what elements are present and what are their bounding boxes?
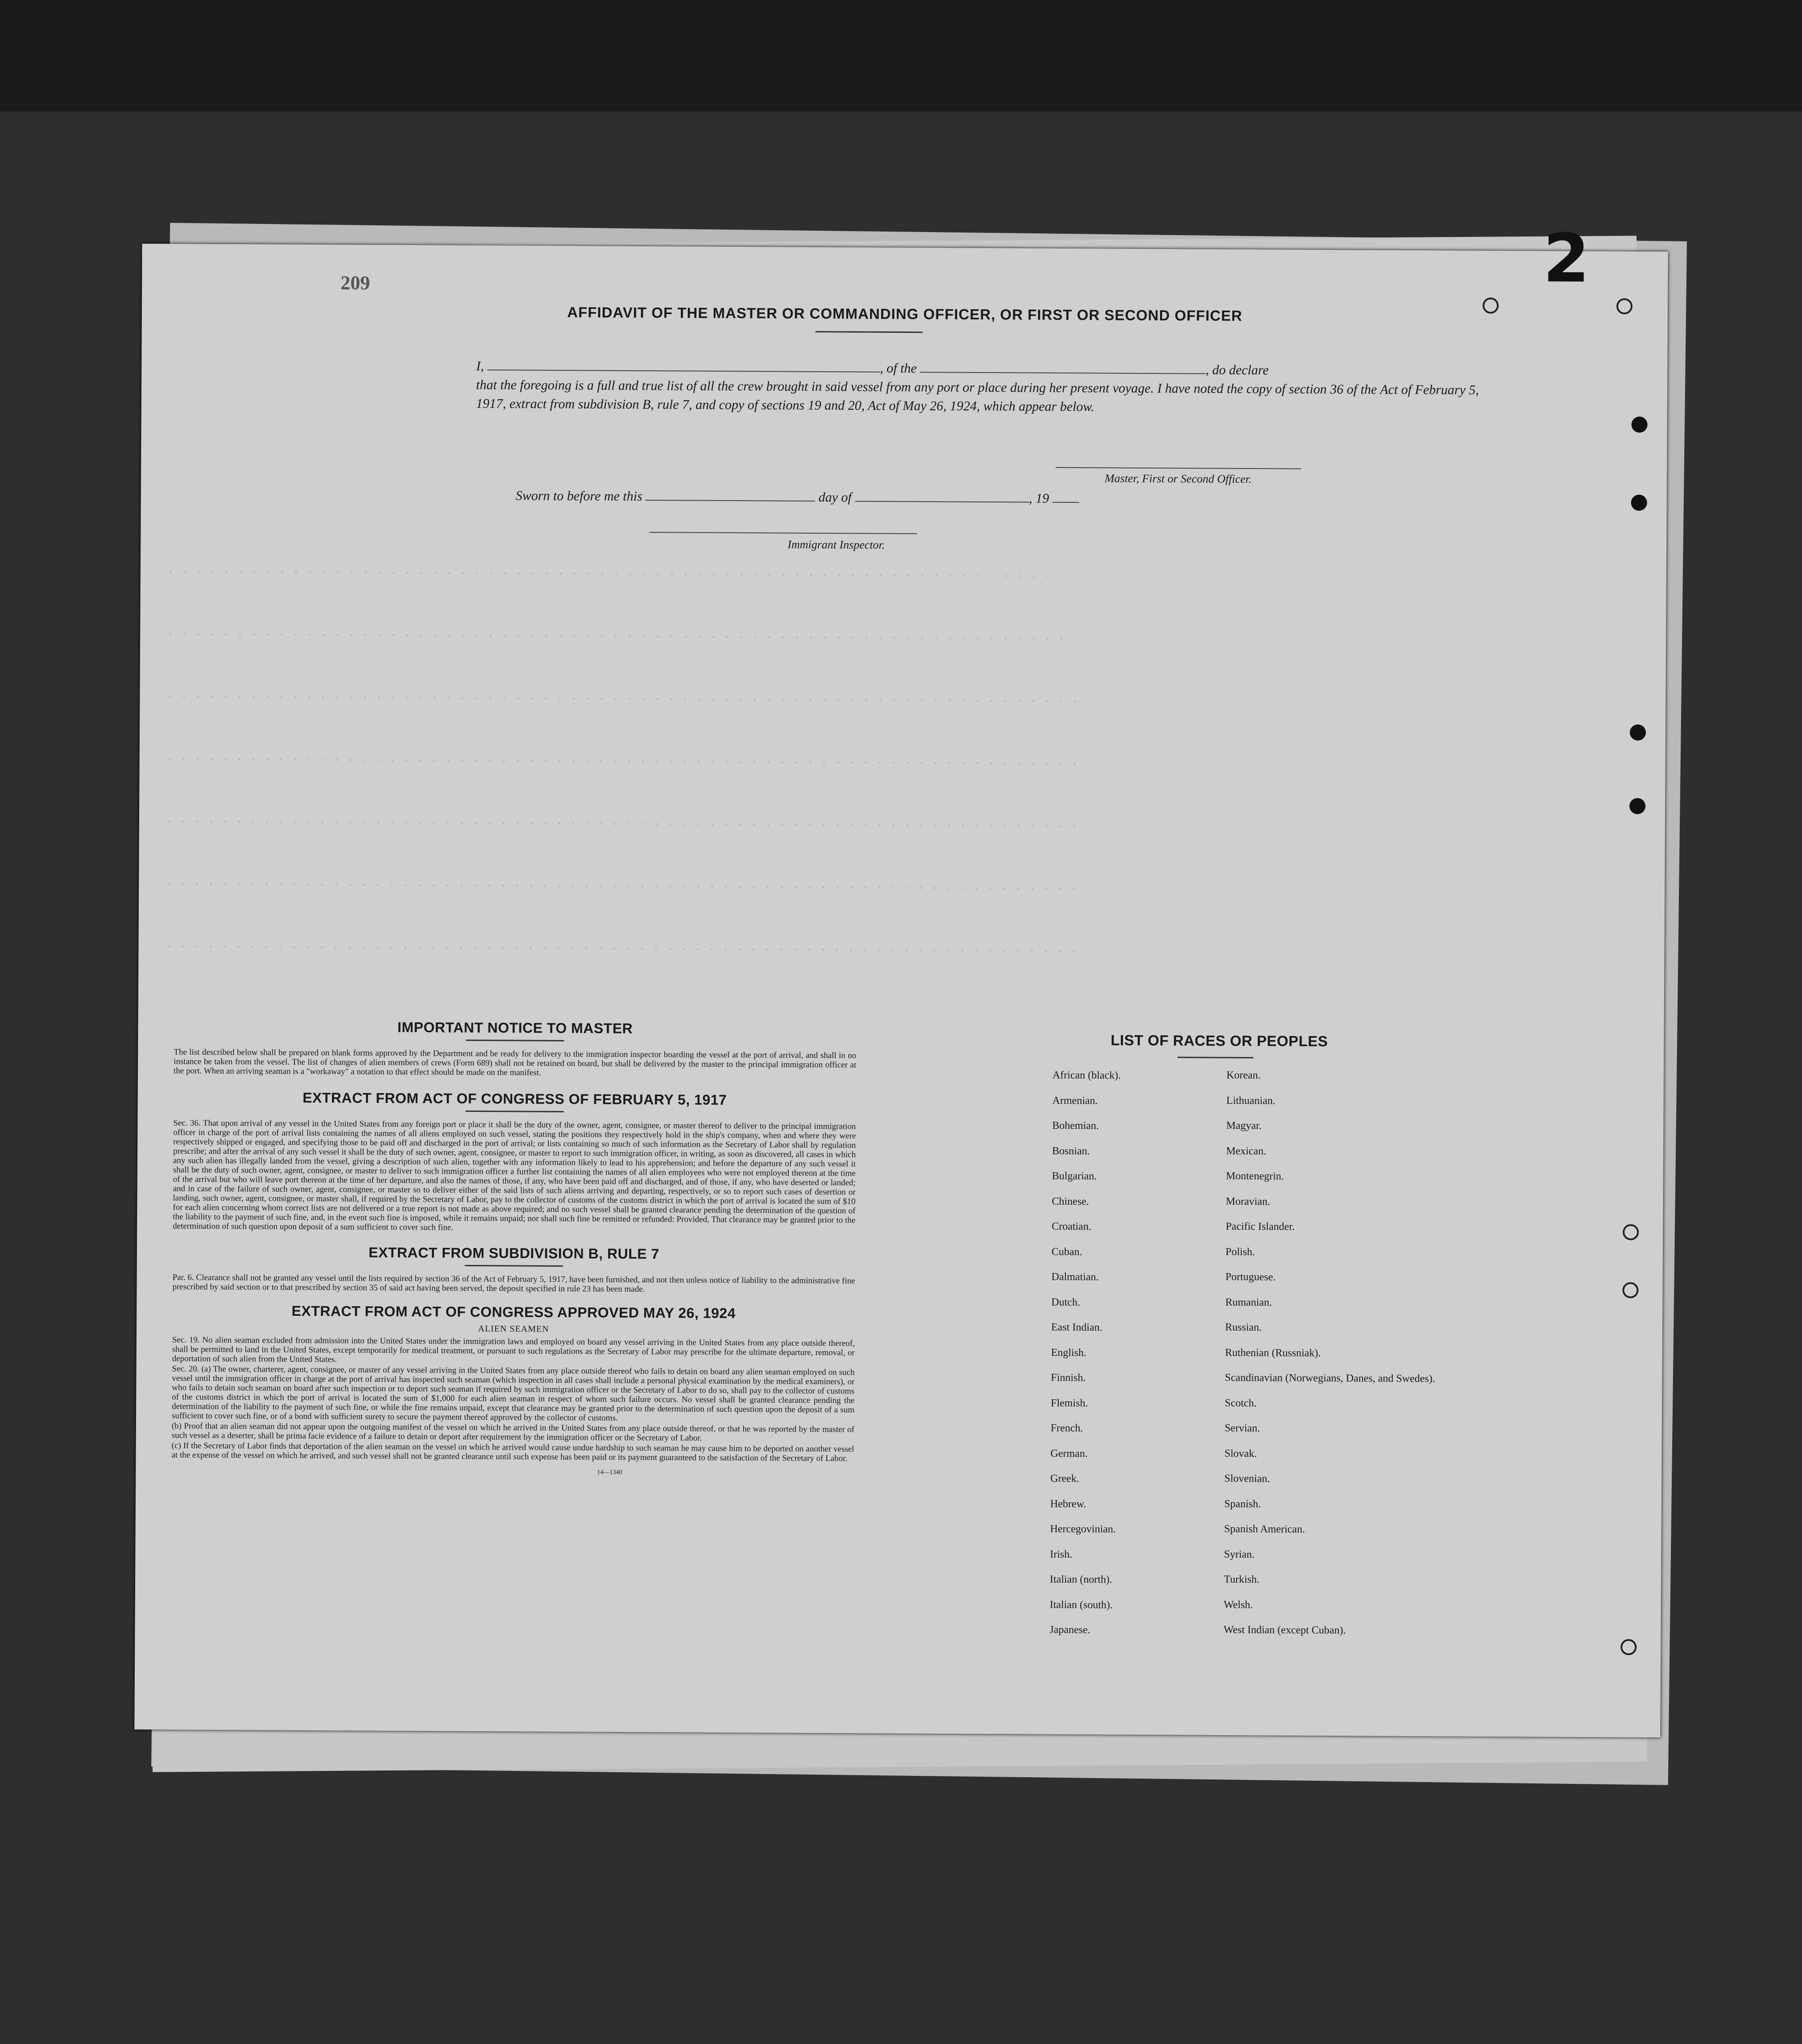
race-row [1052,1095,1498,1122]
race-row [1051,1296,1497,1324]
race-left: Japanese. [1049,1624,1090,1636]
race-row [1052,1246,1498,1273]
legal-extracts [171,1018,856,1477]
manifest-sheet [134,220,1668,1737]
inspector-signature-line[interactable] [649,532,917,534]
race-left: Irish. [1050,1548,1073,1560]
race-right: Ruthenian (Russniak). [1225,1347,1321,1359]
act-1924-sec20a: Sec. 20. (a) The owner, charterer, agent, consignee, or master of any vessel arriving in the United States from any place outside thereof who fails to detain on board any alien seaman employed on such vessel until the immigration officer in charge at the port of arrival has inspected such seaman (which inspection in all cases shall include a personal physical examination by the medical examiners), or who fails to detain such seaman on board after such inspection or to deport such seaman if required by such immigration officer or the Secretary of Labor to do so, shall pay to the collector of customs of the customs district in which the port of arrival is located the sum of $1,000 for each alien seaman in respect of whom such failure occurs. No vessel shall be granted clearance pending the determination of the liability to the payment of such fine, or while the fine remains unpaid, except that clearance may be granted prior to the determination of such question upon the deposit of a sum sufficient to cover such fine, or of a bond with sufficient surety to secure the payment thereof approved by the collector of customs. [171,1364,855,1423]
act-1924-title: EXTRACT FROM ACT OF CONGRESS APPROVED MAY 26, 1924 [291,1302,736,1322]
race-left: Cuban. [1051,1246,1082,1258]
race-left: Chinese. [1052,1195,1089,1207]
race-right: Lithuanian. [1226,1095,1276,1107]
race-row [1052,1195,1498,1223]
section-rule [465,1265,563,1267]
punch-hole-ring [1620,1639,1636,1655]
race-left: Italian (north). [1050,1573,1113,1586]
race-left: Bohemian. [1052,1119,1099,1132]
bleed-through-text: · · · · · · · · · · · · · · · · · · · · · · · · · · · · · · · · · · · · · · · · · · · · · · · · · · · · · · · · · · · · · · · · · · [165,940,1077,958]
race-row [1049,1624,1495,1652]
page-number: 209 [340,272,370,294]
race-right: Polish. [1225,1246,1255,1258]
bleed-through-text: · · · · · · · · · · · · · · · · · · · · · · · · · · · · · · · · · · · · · · · · · · · · · · · · · · · · · · · · · · · · · · · · · · [166,815,1078,833]
race-row [1052,1070,1499,1097]
signature-line[interactable] [1056,467,1301,469]
punch-hole-ring [1616,298,1632,314]
year-blank[interactable] [1052,489,1079,503]
race-left: Croatian. [1052,1220,1091,1233]
section-rule [466,1111,564,1112]
race-row [1052,1221,1498,1248]
rule-7-title: EXTRACT FROM SUBDIVISION B, RULE 7 [368,1244,659,1262]
notice-title: IMPORTANT NOTICE TO MASTER [397,1019,633,1037]
race-left: African (black). [1052,1069,1121,1082]
race-right: Spanish. [1224,1498,1261,1510]
race-row [1052,1145,1498,1173]
section-rule [1177,1057,1253,1058]
race-left: Finnish. [1051,1372,1086,1384]
race-row [1052,1170,1498,1198]
race-row [1050,1473,1496,1501]
race-right: Servian. [1224,1422,1260,1435]
act-1924-sec20b: (b) Proof that an alien seaman did not appear upon the outgoing manifest of the vessel on which he arrived in the United States from any place outside thereof, or that he was reported by the master of such vessel as a deserter, shall be prima facie evidence of a failure to detain or deport after requirement by the immigration officer or the Secretary of Labor. [171,1421,854,1443]
name-blank[interactable] [487,357,880,373]
race-right: Montenegrin. [1226,1170,1284,1182]
race-right: Portuguese. [1225,1271,1276,1283]
bleed-through-text: · · · · · · · · · · · · · · · · · · · · · · · · · · · · · · · · · · · · · · · · · · · · · · · · · · · · · · · · · · · · · · · · [167,565,1052,583]
race-row [1051,1322,1497,1349]
race-right: Pacific Islander. [1226,1220,1295,1233]
race-row [1050,1574,1496,1601]
bleed-through-text: · · · · · · · · · · · · · · · · · · · · · · · · · · · · · · · · · · · · · · · · · · · · · · · · · · · · · · · · · · · · · · · · · · [166,752,1078,771]
race-left: East Indian. [1051,1321,1102,1334]
race-left: Armenian. [1052,1095,1098,1107]
races-list [1049,1070,1499,1652]
race-row [1051,1397,1497,1425]
act-1917-text: Sec. 36. That upon arrival of any vessel in the United States from any foreign port or place it shall be the duty of the owner, agent, consignee, or master thereof to deliver to the principal immigration officer in charge of the port of arrival lists containing the names of all aliens employed on such vessel, stating the positions they respectively hold in the ship's company, when and where they were respectively shipped or engaged, and specifying those to be paid off and discharged in the port of arrival; or lists containing so much of such information as the Secretary of Labor shall by regulation prescribe; and after the arrival of any such vessel it shall be the duty of such owner, agent, consignee, or master to report to such immigration officer, in writing, as soon as discovered, all cases in which any such alien has illegally landed from the vessel, giving a description of such alien, together with any information likely to lead to his apprehension; and before the departure of any such vessel it shall be the duty of such owner, agent, consignee, or master to deliver to such immigration officer a further list containing the names of all alien employees who were not employed thereon at the time of the arrival but who will leave port thereon at the time of her departure, and also the names of those, if any, who have been paid off and discharged, and of those, if any, who have deserted or landed; and in case of the failure of such owner, agent, consignee, or master so to deliver either of the said lists of such aliens arriving and departing, respectively, or so to report such cases of desertion or landing, such owner, agent, consignee, or master shall, if required by the Secretary of Labor, pay to the collector of customs of the customs district in which the port of arrival is located the sum of $10 for each alien concerning whom correct lists are not delivered or a true report is not made as above required; and no such vessel shall be granted clearance pending the determination of the question of the liability to the payment of such fine, and, in the event such fine is imposed, while it remains unpaid; nor shall such fine be remitted or refunded: Provided, That clearance may be granted prior to the determination of such question upon deposit of a sum sufficient to cover such fine. [173,1118,856,1232]
race-right: Rumanian. [1225,1296,1272,1308]
race-right: Slovak. [1224,1447,1257,1459]
race-row [1051,1372,1497,1400]
form-number: 14—1340 [597,1469,622,1476]
race-left: Bosnian. [1052,1145,1090,1157]
race-right: Russian. [1225,1321,1262,1334]
punch-hole [1631,495,1647,511]
punch-hole-ring [1622,1282,1638,1298]
race-row [1051,1422,1497,1450]
punch-hole [1630,725,1646,741]
section-rule [466,1040,564,1041]
vessel-blank[interactable] [920,359,1205,374]
race-right: Turkish. [1224,1573,1259,1586]
race-right: Scandinavian (Norwegians, Danes, and Swedes). [1225,1372,1435,1385]
race-left: Dutch. [1051,1296,1081,1308]
bleed-through-text: · · · · · · · · · · · · · · · · · · · · · · · · · · · · · · · · · · · · · · · · · · · · · · · · · · · · · · · · · · · · · · · · · [167,627,1065,646]
affidavit-title: AFFIDAVIT OF THE MASTER OR COMMANDING OFFICER, OR FIRST OR SECOND OFFICER [567,304,1243,324]
race-right: Scotch. [1225,1397,1257,1409]
signature-label: Master, First or Second Officer. [1104,472,1252,486]
race-left: Hebrew. [1050,1498,1086,1510]
race-row [1050,1523,1496,1551]
day-blank[interactable] [646,487,815,502]
race-right: Welsh. [1223,1599,1253,1611]
title-rule [816,331,923,333]
race-right: Magyar. [1226,1119,1262,1132]
punch-hole [1629,798,1645,814]
race-left: Flemish. [1051,1397,1088,1409]
act-1917-title: EXTRACT FROM ACT OF CONGRESS OF FEBRUARY 5, 1917 [302,1089,727,1108]
sworn-line: Sworn to before me this day of , 19 [516,486,1079,506]
affidavit-i: I, [476,358,484,374]
bleed-through-text: · · · · · · · · · · · · · · · · · · · · · · · · · · · · · · · · · · · · · · · · · · · · · · · · · · · · · · · · · · · · · · · · · · [166,877,1078,896]
race-row [1052,1120,1498,1148]
corner-number: 2 [1543,220,1590,298]
race-left: Hercegovinian. [1050,1523,1116,1535]
act-1924-sec19: Sec. 19. No alien seaman excluded from admission into the United States under the immigration laws and employed on board any vessel arriving in the United States from any place outside thereof, shall be permitted to land in the United States, except temporarily for medical treatment, or pursuant to such regulations as the Secretary of Labor may prescribe for the ultimate departure, removal, or deportation of such alien from the United States. [172,1335,855,1364]
race-left: Bulgarian. [1052,1170,1097,1182]
inspector-label: Immigrant Inspector. [787,538,885,551]
affidavit-of-the: , of the [880,361,917,376]
bleed-through-text: · · · · · · · · · · · · · · · · · · · · · · · · · · · · · · · · · · · · · · · · · · · · · · · · · · · · · · · · · · · · · · · · · · [166,690,1079,709]
affidavit-body: that the foregoing is a full and true list of all the crew brought in said vessel from any port or place during her present voyage. I have noted the copy of section 36 of the Act of February 5, 1917, extract from subdivision B, rule 7, and copy of sections 19 and 20, Act of May 26, 1924, which appear below. [476,377,1479,415]
race-row [1051,1347,1497,1374]
rule-7-text: Par. 6. Clearance shall not be granted any vessel until the lists required by section 36 of the Act of February 5, 1917, have been furnished, and not then unless notice of liability to the administrative fine prescribed by said section or to that prescribed by section 35 of said act having been served, the deposit specified in rule 23 has been made. [172,1273,855,1294]
punch-hole [1632,417,1648,433]
race-row [1050,1447,1496,1475]
race-left: German. [1050,1447,1088,1459]
race-left: Greek. [1050,1472,1079,1485]
race-right: West Indian (except Cuban). [1223,1624,1346,1637]
month-blank[interactable] [855,488,1029,502]
act-1924-subtitle: ALIEN SEAMEN [478,1324,549,1334]
notice-text: The list described below shall be prepared on blank forms approved by the Department and be ready for delivery to the immigration inspector boarding the vessel at the port of arrival, and shall in no instance be taken from the vessel. The list of changes of alien members of crews (Form 689) shall not be retained on board, but shall be delivered by the master to the principal immigration officer at the port. When an arriving seaman is a "workaway" a notation to that effect should be made on the manifest. [173,1047,857,1078]
race-left: English. [1051,1347,1087,1359]
races-title: LIST OF RACES OR PEOPLES [1110,1032,1328,1050]
race-row [1050,1599,1496,1626]
race-right: Moravian. [1226,1195,1270,1207]
race-left: Dalmatian. [1051,1271,1099,1283]
affidavit-text [476,357,1480,419]
race-row [1051,1271,1497,1299]
race-right: Slovenian. [1224,1472,1270,1485]
race-right: Spanish American. [1224,1523,1305,1535]
affidavit-declare: , do declare [1205,362,1269,378]
punch-hole-ring [1623,1224,1639,1240]
race-left: Italian (south). [1049,1599,1113,1611]
race-right: Syrian. [1224,1548,1255,1560]
race-row [1050,1548,1496,1576]
act-1924-sec20c: (c) If the Secretary of Labor finds that deportation of the alien seaman on the vessel on which he arrived would cause undue hardship to such seaman he may cause him to be deported on another vessel at the expense of the vessel on which he arrived, and such vessel shall not be granted clearance until such expense has been paid or its payment guaranteed to the satisfaction of the Secretary of Labor. [171,1441,854,1464]
race-left: French. [1050,1422,1083,1435]
punch-hole-ring [1483,298,1499,314]
race-right: Mexican. [1226,1145,1267,1157]
race-right: Korean. [1226,1069,1261,1082]
race-row [1050,1498,1496,1526]
